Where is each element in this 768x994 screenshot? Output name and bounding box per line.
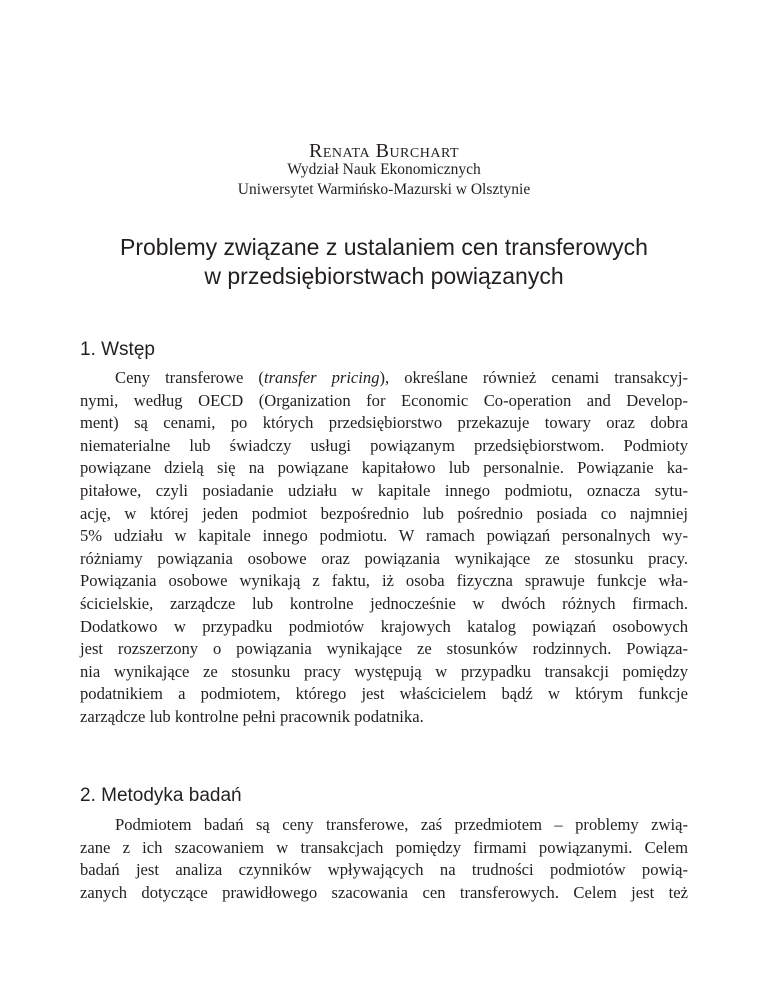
affiliation-department: Wydział Nauk Ekonomicznych xyxy=(287,161,481,178)
paragraph-line: nia wynikające ze stosunku pracy występują w przypadku transakcji pomiędzy xyxy=(80,661,688,681)
paragraph-line: Podmiotem badań są ceny transferowe, zaś przedmiotem – problemy zwią- xyxy=(115,815,688,834)
paragraph-line: jest rozszerzony o powiązania wynikające ze stosunków rodzinnych. Powiąza- xyxy=(80,639,688,659)
paragraph-line: ścicielskie, zarządcze lub kontrolne jednocześnie w dwóch różnych firmach. xyxy=(80,593,688,613)
paragraph-line: ację, w której jeden podmiot bezpośrednio lub pośrednio posiada co najmniej xyxy=(80,503,688,523)
paragraph-line: ment) są cenami, po których przedsiębiorstwo przekazuje towary oraz dobra xyxy=(80,413,688,433)
paragraph-line: Powiązania osobowe wynikają z faktu, iż osoba fizyczna sprawuje funkcje wła- xyxy=(80,571,688,591)
paragraph-line: badań jest analiza czynników wpływających na trudności podmiotów powią- xyxy=(80,860,688,880)
section-heading-methodology: 2. Metodyka badań xyxy=(80,785,242,806)
title-line-2: w przedsiębiorstwach powiązanych xyxy=(204,263,564,289)
paragraph-line: zarządcze lub kontrolne pełni pracownik podatnika. xyxy=(80,706,424,726)
emphasis-term: transfer pricing xyxy=(263,368,380,387)
paragraph-line: Ceny transferowe (transfer pricing), określane również cenami transakcyj- xyxy=(115,368,688,387)
paragraph-line: zane z ich szacowaniem w transakcjach pomiędzy firmami powiązanymi. Celem xyxy=(80,837,688,857)
paragraph-line: Dodatkowo w przypadku podmiotów krajowych katalog powiązań osobowych xyxy=(80,616,688,636)
paragraph-line: nymi, według OECD (Organization for Economic Co-operation and Develop- xyxy=(80,390,688,410)
section-heading-introduction: 1. Wstęp xyxy=(80,339,155,360)
paragraph-introduction xyxy=(80,367,688,729)
paragraph-line: pitałowe, czyli posiadanie udziału w kapitale innego podmiotu, oznacza sytu- xyxy=(80,480,688,500)
paragraph-line: 5% udziału w kapitale innego podmiotu. W ramach powiązań personalnych wy- xyxy=(80,526,688,546)
title-line-1: Problemy związane z ustalaniem cen transferowych xyxy=(120,234,648,260)
paper-title xyxy=(60,233,708,291)
affiliation-university: Uniwersytet Warmińsko-Mazurski w Olsztynie xyxy=(237,181,531,198)
paragraph-methodology xyxy=(80,814,688,904)
paragraph-line: powiązane dzielą się na powiązane kapitałowo lub personalnie. Powiązanie ka- xyxy=(80,458,688,478)
author-name: Renata Burchart xyxy=(309,140,459,162)
paragraph-line: zanych dotyczące prawidłowego szacowania cen transferowych. Celem jest też xyxy=(80,882,688,902)
paragraph-line: różniamy powiązania osobowe oraz powiązania wynikające ze stosunku pracy. xyxy=(80,548,688,568)
paragraph-line: niematerialne lub świadczy usługi powiązanym przedsiębiorstwom. Podmioty xyxy=(80,435,688,455)
paragraph-line: podatnikiem a podmiotem, którego jest właścicielem bądź w którym funkcje xyxy=(80,684,688,704)
